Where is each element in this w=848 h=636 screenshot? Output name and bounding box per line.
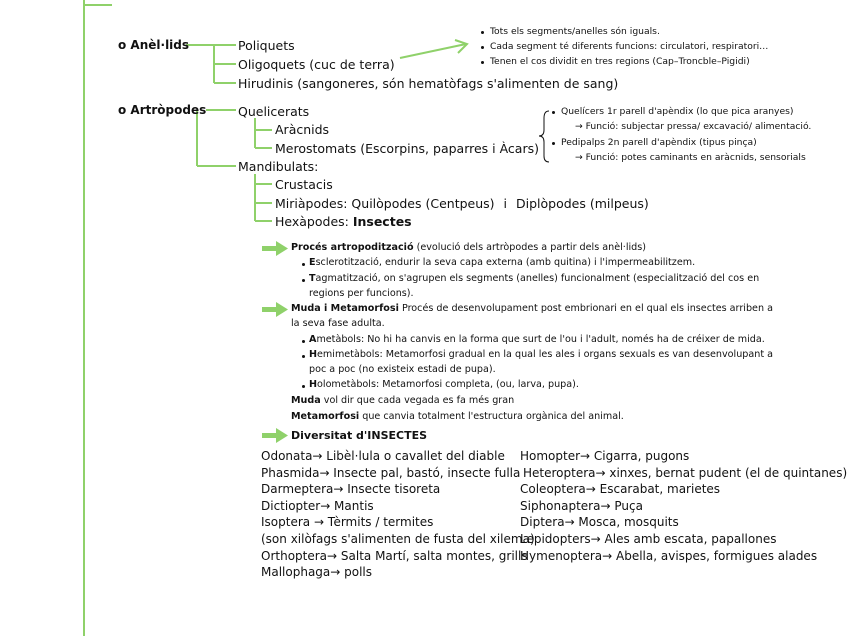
hexapodes-label: Hexàpodes: — [275, 214, 349, 229]
muda-ametabols: Ametàbols: No hi ha canvis en la forma que surt de l'ou i l'adult, només ha de créixer de mida. — [309, 334, 765, 345]
muda-holometabols: Holometàbols: Metamorfosi completa, (ou, larva, pupa). — [309, 379, 579, 390]
list-item: Odonata→ Libèl·lula o cavallet del diable — [261, 449, 505, 463]
list-item: Phasmida→ Insecte pal, bastó, insecte fulla — [261, 465, 521, 480]
proces-line — [291, 242, 646, 253]
metamorfosi-definition: Metamorfosi que canvia totalment l'estructura orgànica del animal. — [291, 411, 624, 422]
list-item: Diptera→ Mosca, mosquits — [520, 515, 679, 530]
muda-desc: Procés de desenvolupament post embrionari en el qual els insectes arriben a — [401, 303, 773, 314]
bullet — [302, 385, 305, 388]
hexapodes-insectes: Insectes — [352, 214, 412, 229]
list-item: Hymenoptera→ Abella, avispes, formigues alades — [520, 548, 818, 563]
bullet — [302, 279, 305, 282]
list-item: Dictiopter→ Mantis — [261, 498, 374, 513]
diversitat-title: Diversitat d'INSECTES — [291, 429, 428, 442]
proces-tagmatitzacio: Tagmatització, on s'agrupen els segments (anelles) funcionalment (especialització del cos en — [309, 273, 760, 284]
miriapodes-diplopodes: Diplòpodes (milpeus) — [516, 196, 649, 211]
list-item: Orthoptera→ Salta Martí, salta montes, grills — [261, 548, 528, 563]
proces-esclerotitzacio: Esclerotització, endurir la seva capa externa (amb quitina) i l'impermeabilitzem. — [309, 257, 696, 268]
bullet — [552, 142, 555, 145]
bullet — [481, 46, 484, 49]
muda-definition: Muda vol dir que cada vegada es fa més gran — [291, 395, 515, 406]
list-item: Homopter→ Cigarra, pugons — [520, 449, 690, 463]
arthropods-miriapodes — [275, 196, 649, 211]
diversitat-left-list — [261, 448, 535, 581]
arthropods-mandibulats: Mandibulats: — [238, 159, 319, 174]
list-item: Lepidopters→ Ales amb escata, papallones — [520, 531, 777, 546]
bullet — [302, 263, 305, 266]
annelids-note: Cada segment té diferents funcions: circulatori, respiratori… — [490, 41, 769, 52]
muda-hemimetabols-cont: poc a poc (no existeix estadi de pupa). — [309, 364, 496, 375]
list-item: Heteroptera→ xinxes, bernat pudent (el de quintanes) — [523, 465, 848, 480]
arthropods-note: → Funció: potes caminants en aràcnids, sensorials — [575, 152, 806, 163]
bullet — [552, 111, 555, 114]
arthropods-quelicerats: Quelicerats — [238, 104, 310, 119]
bullet — [481, 31, 484, 34]
arthropods-note: → Funció: subjectar pressa/ excavació/ alimentació. — [575, 121, 812, 132]
list-item: Darmeptera→ Insecte tisoreta — [261, 482, 441, 497]
list-item: Siphonaptera→ Puça — [520, 498, 643, 513]
arthropods-merostomats: Merostomats (Escorpins, paparres i Àcars) — [275, 141, 539, 156]
bullet — [481, 61, 484, 64]
annelids-item-hirudinis: Hirudinis (sangoneres, són hematòfags s'alimenten de sang) — [238, 76, 619, 91]
list-item: Coleoptera→ Escarabat, marietes — [520, 482, 721, 497]
proces-title: Procés artropodització — [291, 242, 414, 253]
muda-line — [291, 303, 773, 314]
diversitat-right-list — [520, 448, 847, 564]
muda-hemimetabols: Hemimetàbols: Metamorfosi gradual en la qual les ales i organs sexuals es van desenvolupant a — [309, 349, 774, 360]
bullet — [302, 355, 305, 358]
arthropods-hexapodes — [275, 214, 412, 229]
annelids-heading: o Anèl·lids — [118, 38, 190, 52]
miriapodes-quilopodes: Miriàpodes: Quilòpodes (Centpeus) — [275, 196, 495, 211]
annelids-note: Tots els segments/anelles són iguals. — [490, 26, 660, 37]
muda-desc-cont: la seva fase adulta. — [291, 318, 385, 329]
arthropods-heading: o Artròpodes — [118, 103, 207, 117]
proces-tagmatitzacio-cont: regions per funcions). — [309, 288, 414, 299]
miriapodes-i: i — [503, 196, 508, 211]
annelids-item-oligoquets: Oligoquets (cuc de terra) — [238, 57, 395, 72]
arthropods-note: Quelícers 1r parell d'apèndix (lo que pica aranyes) — [561, 106, 794, 117]
bullet — [302, 340, 305, 343]
arthropods-note: Pedipalps 2n parell d'apèndix (tipus pinça) — [561, 137, 757, 148]
annelids-item-poliquets: Poliquets — [238, 38, 295, 53]
list-item: Isoptera → Tèrmits / termites — [261, 515, 434, 530]
arthropods-aracnids: Aràcnids — [275, 122, 330, 137]
list-item: (son xilòfags s'alimenten de fusta del xilema) — [261, 531, 535, 546]
proces-desc: (evolució dels artròpodes a partir dels anèl·lids) — [416, 242, 647, 253]
arthropods-crustacis: Crustacis — [275, 177, 333, 192]
muda-title: Muda i Metamorfosi — [291, 303, 399, 314]
green-arrows — [262, 241, 288, 443]
annelids-note: Tenen el cos dividit en tres regions (Cap–Troncble–Pigidi) — [490, 56, 750, 67]
list-item: Mallophaga→ polls — [261, 565, 373, 580]
